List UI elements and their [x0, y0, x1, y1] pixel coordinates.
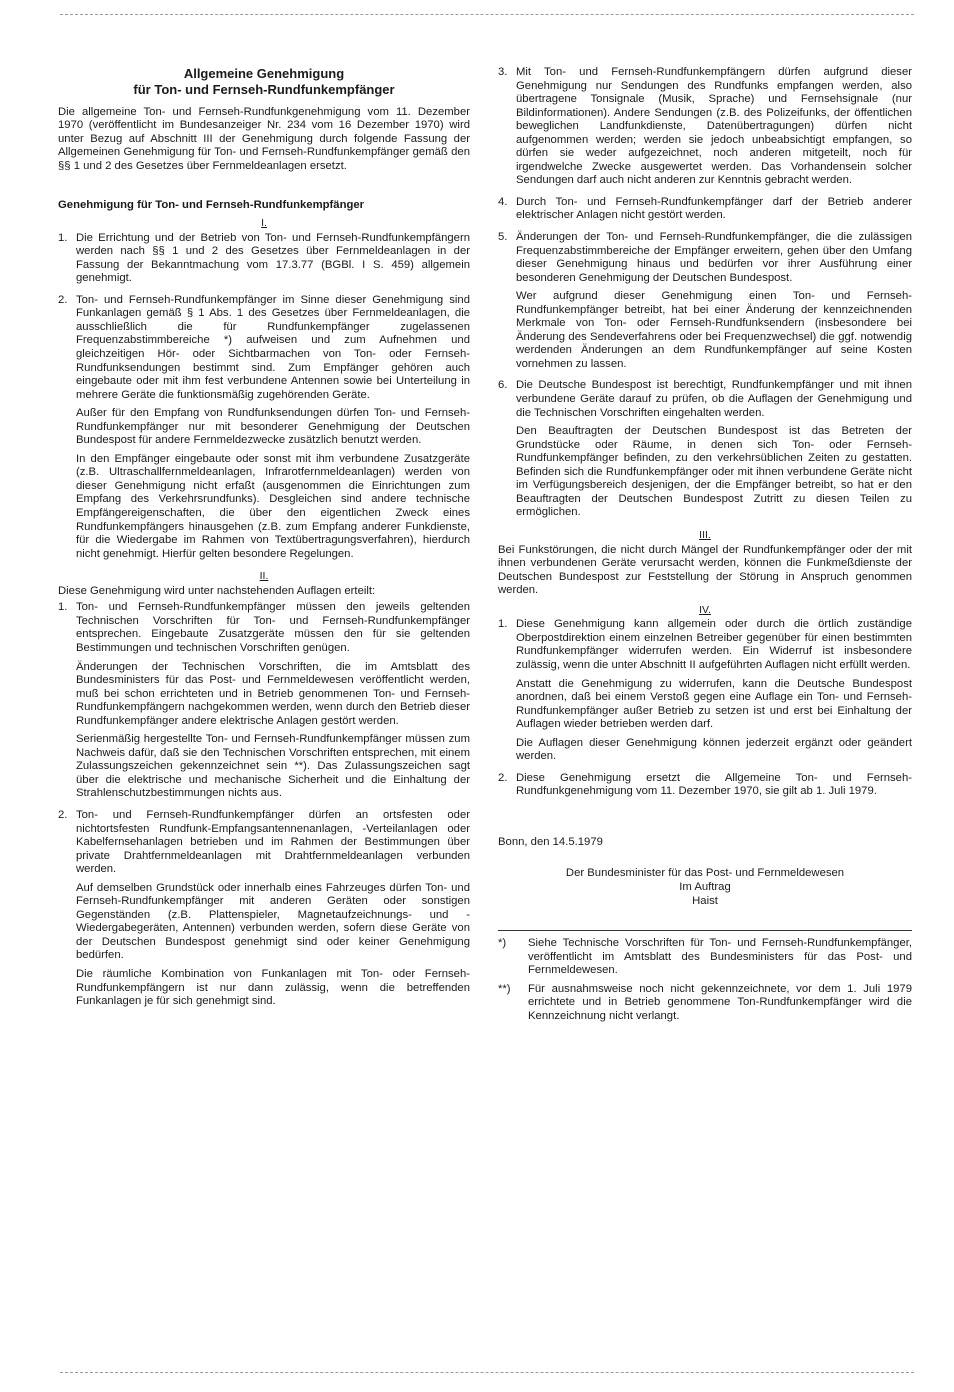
section-iv-item-2 [498, 772, 912, 804]
item-paragraph: Die Errichtung und der Betrieb von Ton- und Fernseh-Rundfunkempfängern werden nach §§ 1 und 2 des Gesetzes über Fernmeldeanlagen in der Fassung der Bekanntmachung vom 17.3.77 (BGBl. I S. 459) allgemein genehmigt. [76, 231, 470, 285]
footnote-2 [498, 983, 912, 1024]
title-line-2: für Ton- und Fernseh-Rundfunkempfänger [133, 81, 395, 97]
item-number: 2. [498, 771, 508, 784]
section-ii-item-5 [498, 231, 912, 376]
section-numeral-iii: III. [699, 528, 711, 541]
item-number: 1. [498, 618, 508, 631]
item-paragraph: Durch Ton- und Fernseh-Rundfunkempfänger darf der Betrieb anderer elektrischer Anlagen nicht gestört werden. [516, 195, 912, 222]
item-paragraph: Mit Ton- und Fernseh-Rundfunkempfängern dürfen aufgrund dieser Genehmigung nur Sendungen des Rundfunks empfangen werden, also übertragene Tonsignale (Musik, Sprache) und Fernsehsignale (nur Bildinformationen). Andere Sendungen (z.B. des Polizeifunks, der öffentlichen beweglichen Landfunkdienste, Datenübertragungen) dürfen nicht aufgenommen werden; werden sie jedoch unbeabsichtigt empfangen, so dürfen sie weder aufgezeichnet, noch anderen mitgeteilt, noch für irgendwelche Zwecke ausgewertet werden. Das Vorhandensein solcher Sendungen darf auch nicht anderen zur Kenntnis gebracht werden. [516, 66, 912, 187]
section-ii-item-1 [58, 601, 470, 806]
item-paragraph: Die räumliche Kombination von Funkanlagen mit Ton- oder Fernseh-Rundfunkempfängern ist nur dann zulässig, wenn die betreffenden Funkanlagen je für sich genehmigt sind. [76, 967, 470, 1008]
section-iv-item-1 [498, 618, 912, 768]
scan-edge-top [60, 14, 914, 15]
item-paragraph: Serienmäßig hergestellte Ton- und Fernseh-Rundfunkempfänger müssen zum Nachweis dafür, daß sie den Technischen Vorschriften entsprechen, mit einem Zulassungszeichen gekennzeichnet sein **). Das Zulassungszeichen sagt über die elektrische und mechanische Sicherheit und die Einhaltung der Strahlenschutzbestimmungen nichts aus. [76, 733, 470, 800]
signature-block [498, 836, 912, 908]
section-i-item-1 [58, 232, 470, 291]
section-ii-item-6 [498, 379, 912, 524]
item-paragraph: Diese Genehmigung kann allgemein oder durch die örtlich zuständige Oberpostdirektion einem einzelnen Betreiber gegenüber für einen bestimmten Rundfunkempfänger widerrufen werden. Ein Widerruf ist insbesondere zulässig, wenn die unter Abschnitt II aufgeführten Auflagen nicht erfüllt werden. [516, 618, 912, 671]
signing-authority: Der Bundesminister für das Post- und Fernmeldewesen [565, 867, 845, 880]
approval-heading: Genehmigung für Ton- und Fernseh-Rundfunkempfänger [58, 199, 365, 212]
item-paragraph: Ton- und Fernseh-Rundfunkempfänger dürfen an ortsfesten oder nichtortsfesten Rundfunk-Empfangsantennenanlagen, -Verteilanlagen oder Kabelfernsehanlagen betrieben und im Rahmen der Bestimmungen über private Drahtfernmeldeanlagen mit Drahtfernmeldeanlagen verbunden werden. [76, 808, 470, 876]
on-behalf-note: Im Auftrag [679, 880, 731, 893]
footnote-1 [498, 937, 912, 978]
section-numeral-i: I. [261, 217, 267, 229]
footnote-text: Siehe Technische Vorschriften für Ton- und Fernseh-Rundfunkempfänger, veröffentlicht im Amtsblatt des Bundesministers für das Post- und Fernmeldewesen. [528, 937, 912, 977]
item-paragraph: Wer aufgrund dieser Genehmigung einen Ton- und Fernseh-Rundfunkempfänger betreibt, hat bei einer Änderung der kennzeichnenden Merkmale von Ton- oder Fernseh-Rundfunksendern (insbesondere bei Änderung des Sendeverfahrens oder bei Frequenzwechsel) die ggf. notwendig werdenden Änderungen an dem Rundfunkempfänger auf seine Kosten vornehmen zu lassen. [516, 290, 912, 370]
section-i-item-2 [58, 294, 470, 566]
item-paragraph: Die Auflagen dieser Genehmigung können jederzeit ergänzt oder geändert werden. [516, 736, 912, 763]
item-paragraph: Den Beauftragten der Deutschen Bundespost ist das Betreten der Grundstücke oder Räume, in denen sich Ton- oder Fernseh-Rundfunkempfänger befinden, zu den verkehrsüblichen Zeiten zu gestatten. Befinden sich die Rundfunkempfänger oder mit ihnen verbundene Geräte nicht im Verfügungsbereich desjenigen, der die Empfänger betreibt, so hat er den Beauftragten der Deutschen Bundespost Zutritt zu diesen Teilen zu ermöglichen. [516, 425, 912, 519]
section-ii-item-2 [58, 809, 470, 1014]
footnote-mark: **) [498, 982, 511, 995]
section-ii-item-3 [498, 66, 912, 193]
item-paragraph: Ton- und Fernseh-Rundfunkempfänger im Sinne dieser Genehmigung sind Funkanlagen gemäß § 1 Abs. 1 des Gesetzes über Fernmeldeanlagen, die ausschließlich die für Rundfunkempfänger zugelassenen Frequenzabstimmbereiche *) aufweisen und zum Aufnehmen und gleichzeitigen Hör- oder Sichtbarmachen von Ton- oder Fernseh-Rundfunksendungen bestimmt sind. Zum Empfänger gehören auch eingebaute oder mit ihm fest verbundene Antennen sowie bei Unterteilung in mehrere Geräte die funktionsmäßig zugehörenden Geräte. [76, 293, 470, 401]
section-numeral-iv: IV. [699, 603, 711, 616]
footnote-text: Für ausnahmsweise noch nicht gekennzeichnete, vor dem 1. Juli 1979 errichtete und in Betrieb genommene Ton-Rundfunkempfänger wird die Kennzeichnung nicht verlangt. [528, 982, 912, 1022]
item-paragraph: Die Deutsche Bundespost ist berechtigt, Rundfunkempfänger und mit ihnen verbundene Geräte darauf zu prüfen, ob die Auflagen der Genehmigung und die Technischen Vorschriften eingehalten werden. [516, 379, 912, 419]
scan-edge-bottom [60, 1372, 914, 1373]
item-number: 5. [498, 231, 508, 244]
section-ii-lead: Diese Genehmigung wird unter nachstehenden Auflagen erteilt: [58, 584, 376, 597]
item-paragraph: Auf demselben Grundstück oder innerhalb eines Fahrzeuges dürfen Ton- und Fernseh-Rundfunkempfänger mit anderen Geräten oder sonstigen Gegenständen (z.B. Plattenspieler, Magnetaufzeichnungs- und -Wiedergabegeräten, Antennen) verbunden werden, sofern diese Geräte von der Deutschen Bundespost genehmigt sind oder keiner Genehmigung bedürfen. [76, 881, 470, 962]
item-number: 4. [498, 195, 508, 208]
footnote-mark: *) [498, 937, 507, 950]
item-number: 1. [58, 601, 68, 614]
item-number: 6. [498, 379, 508, 392]
document-title [58, 66, 470, 98]
footnote-divider [498, 930, 912, 931]
place-date: Bonn, den 14.5.1979 [498, 835, 603, 848]
item-paragraph: Außer für den Empfang von Rundfunksendungen dürfen Ton- und Fernseh-Rundfunkempfänger nur mit besonderer Genehmigung der Deutschen Bundespost für andere Fernmeldezwecke zusätzlich benutzt werden. [76, 407, 470, 447]
intro-paragraph: Die allgemeine Ton- und Fernseh-Rundfunkgenehmigung vom 11. Dezember 1970 (veröffentlicht im Bundesanzeiger Nr. 234 vom 16 Dezember 1970) wird unter Bezug auf Abschnitt III der Genehmigung durch folgende Fassung der Allgemeinen Genehmigung für Ton- und Fernseh-Rundfunkempfänger gemäß den §§ 1 und 2 des Gesetzes über Fernmeldeanlagen ersetzt. [58, 105, 470, 172]
right-column [498, 66, 912, 1028]
item-paragraph: In den Empfänger eingebaute oder sonst mit ihm verbundene Zusatzgeräte (z.B. Ultraschallfernmeldeanlagen, Infrarotfernmeldeanlagen) werden von dieser Genehmigung nicht erfaßt (ausgenommen die Einrichtungen zum Empfang des Verkehrsrundfunks). Desgleichen sind andere technische Empfängereigenschaften, die über den eigentlichen Zweck eines Rundfunkempfängers hinausgehen (z.B. zum Empfang anderer Funkdienste, für die Wiedergabe im Rahmen von Textübertragungsverfahren), hierdurch nicht genehmigt. Hierfür gelten besondere Regelungen. [76, 452, 470, 560]
item-number: 1. [58, 231, 68, 244]
section-iii-text: Bei Funkstörungen, die nicht durch Mängel der Rundfunkempfänger oder der mit ihnen verbundenen Geräte verursacht werden, können die Funkmeßdienste der Deutschen Bundespost zur Feststellung der Störung in Anspruch genommen werden. [498, 543, 912, 597]
item-number: 2. [58, 808, 68, 821]
item-paragraph: Änderungen der Technischen Vorschriften, die im Amtsblatt des Bundesministers für das Post- und Fernmeldewesen veröffentlicht werden, muß bei schon errichteten und in Betrieb genommenen Ton- und Fernseh-Rundfunkempfängern nachgekommen werden, wenn durch den Betrieb dieser Rundfunkempfänger andere elektrische Anlagen gestört werden. [76, 660, 470, 727]
item-paragraph: Anstatt die Genehmigung zu widerrufen, kann die Deutsche Bundespost anordnen, daß bei einem Verstoß gegen eine Auflage ein Ton- und Fernseh-Rundfunkempfänger außer Betrieb zu setzen ist und erst bei Einhaltung der Auflagen wieder betrieben werden darf. [516, 677, 912, 731]
item-paragraph: Diese Genehmigung ersetzt die Allgemeine Ton- und Fernseh-Rundfunkgenehmigung vom 11. Dezember 1970, sie gilt ab 1. Juli 1979. [516, 771, 912, 798]
item-number: 3. [498, 66, 508, 78]
section-numeral-ii: II. [259, 570, 269, 583]
title-line-1: Allgemeine Genehmigung [183, 66, 345, 81]
item-paragraph: Änderungen der Ton- und Fernseh-Rundfunkempfänger, die die zulässigen Frequenzabstimmbereiche der Empfänger erweitern, gehen über den Umfang dieser Genehmigung hinaus und bedürfen vor ihrer Ausführung einer besonderen Genehmigung der Deutschen Bundespost. [516, 231, 912, 284]
item-number: 2. [58, 293, 68, 306]
signatory-name: Haist [692, 894, 718, 907]
left-column [58, 66, 470, 1017]
section-ii-item-4 [498, 196, 912, 228]
item-paragraph: Ton- und Fernseh-Rundfunkempfänger müssen den jeweils geltenden Technischen Vorschriften für Ton- und Fernseh-Rundfunkempfänger entsprechen. Eingebaute Zusatzgeräte müssen den für sie geltenden Bestimmungen und technischen Vorschriften genügen. [76, 601, 470, 654]
